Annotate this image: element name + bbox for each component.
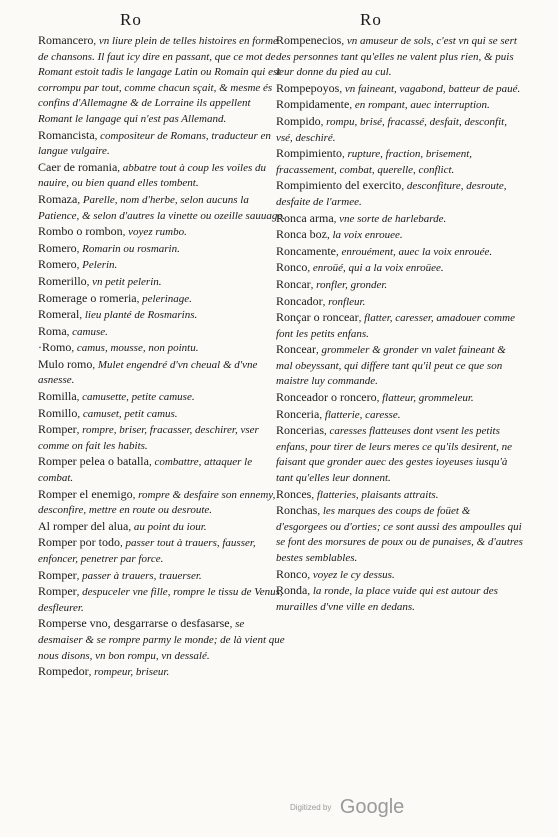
- watermark-small-text: Digitized by: [290, 803, 332, 812]
- dictionary-entry: [38, 241, 286, 257]
- dictionary-entry: [38, 291, 286, 307]
- entry-translation: , ronfleur.: [322, 295, 366, 308]
- entry-translation: , les marques des coups de foüet & d'esgorgees ou d'orties; ce sont aussi des ampoulles qui se font des morsures de poux ou de punaises, & d'autres bestes semblables.: [276, 505, 523, 564]
- right-column: [276, 33, 524, 615]
- digitized-by-google-watermark: [290, 796, 404, 819]
- entry-translation: , despuceler vne fille, rompre le tissu de Venus, desfleurer.: [38, 586, 283, 614]
- dictionary-entry: [38, 307, 286, 323]
- dictionary-entry: [276, 503, 524, 565]
- entry-translation: , passer tout à trauers, fausser, enfoncer, penetrer par force.: [38, 537, 256, 565]
- entry-headword: Al romper del alua: [38, 518, 129, 533]
- running-header-right: Ro: [360, 10, 382, 29]
- entry-translation: , ronfler, gronder.: [310, 278, 388, 291]
- watermark-logo-text: Google: [339, 796, 405, 818]
- dictionary-entry: [276, 211, 524, 227]
- entry-translation: , Romarin ou rosmarin.: [76, 242, 180, 255]
- entry-translation: , grommeler & gronder vn valet faineant & mal obeyssant, qui differe tant qu'il peut ce que son maistre luy commande.: [276, 344, 506, 388]
- entry-headword: Romillo: [38, 405, 78, 420]
- dictionary-entry: [276, 260, 524, 276]
- dictionary-entry: [276, 423, 524, 485]
- entry-translation: , vn liure plein de telles histoires en forme de chansons. Il faut icy dire en passant, que ce mot de Romant estoit tadis le langage Latin ou Romain qui est corrompu par tout, comme chacun sçait, & mesme és confins d'Allemagne & de Lorraine ils appellent Romant le langage qui n'est pas Allemand.: [38, 35, 281, 125]
- entry-headword: Romper por todo: [38, 535, 120, 550]
- entry-headword: Romilla: [38, 389, 77, 404]
- dictionary-entry: [38, 535, 286, 566]
- entry-headword: Romero: [38, 240, 77, 255]
- dictionary-entry: [276, 294, 524, 310]
- entry-headword: ·Romo: [38, 340, 72, 355]
- dictionary-entry: [38, 160, 286, 191]
- entry-headword: Romper: [38, 422, 77, 437]
- left-column: [38, 33, 286, 681]
- entry-translation: , la voix enrouee.: [326, 229, 403, 242]
- dictionary-entry: [276, 390, 524, 406]
- entry-headword: Ronda: [276, 583, 308, 598]
- entry-translation: , Parelle, nom d'herbe, selon aucuns la Patience, & selon d'autres la vinette ou ozeille sauuage.: [38, 193, 285, 222]
- entry-translation: , se desmaiser & se rompre parmy le monde; de là vient que nous disons, vn bon rompu, vn dessalé.: [38, 618, 285, 662]
- entry-headword: Ronco: [276, 566, 308, 581]
- dictionary-entry: [276, 487, 524, 503]
- entry-translation: , lieu planté de Rosmarins.: [79, 309, 198, 322]
- entry-headword: Ronceria: [276, 406, 320, 421]
- entry-headword: Romerillo: [38, 273, 87, 288]
- dictionary-entry: [276, 227, 524, 243]
- entry-headword: Romperse vno, desgarrarse o desfasarse: [38, 616, 230, 631]
- entry-translation: , flatterie, caresse.: [319, 408, 401, 421]
- entry-headword: Ronco: [276, 260, 308, 275]
- entry-translation: , compositeur de Romans, traducteur en langue vulgaire.: [38, 129, 271, 158]
- entry-headword: Romper: [38, 567, 77, 582]
- dictionary-entry: [38, 274, 286, 290]
- entry-headword: Rompimiento: [276, 146, 342, 161]
- entry-translation: , camus, mousse, non pointu.: [71, 342, 199, 355]
- entry-translation: , camusette, petite camuse.: [76, 391, 195, 404]
- entry-translation: , la ronde, la place vuide qui est autour des murailles d'vne ville en dedans.: [276, 585, 498, 613]
- entry-translation: , vn faineant, vagabond, batteur de paué.: [339, 82, 521, 95]
- dictionary-entry: [276, 178, 524, 209]
- dictionary-entry: [276, 114, 524, 145]
- entry-headword: Rompedor: [38, 664, 89, 679]
- dictionary-entry: [276, 81, 524, 97]
- dictionary-entry: [38, 224, 286, 240]
- dictionary-entry: [276, 407, 524, 423]
- entry-translation: , rompeur, briseur.: [88, 666, 170, 679]
- running-header-left: Ro: [120, 10, 142, 29]
- entry-translation: , rompre, briser, fracasser, deschirer, vser comme on fait les habits.: [38, 424, 259, 452]
- dictionary-entry: [38, 389, 286, 405]
- dictionary-entry: [38, 487, 286, 518]
- dictionary-entry: [38, 128, 286, 159]
- entry-translation: , passer à trauers, trauerser.: [76, 569, 202, 582]
- entry-headword: Rombo o rombon: [38, 224, 123, 239]
- entry-translation: , desconfiture, desroute, desfaite de l'armee.: [276, 180, 507, 208]
- entry-translation: , vn amuseur de sols, c'est vn qui se sert des personnes tant qu'elles ne valent plus rien, & puis leur donne du pied au cul.: [276, 35, 517, 79]
- entry-headword: Roncador: [276, 293, 323, 308]
- entry-translation: , flatter, caresser, amadouer comme font les petits enfans.: [276, 312, 515, 340]
- entry-translation: , Mulet engendré d'vn cheual & d'vne asnesse.: [38, 358, 258, 387]
- entry-headword: Rompimiento del exercito: [276, 178, 402, 193]
- entry-headword: Rompenecios: [276, 33, 342, 47]
- entry-headword: Roma: [38, 323, 67, 338]
- dictionary-entry: [276, 277, 524, 293]
- dictionary-entry: [38, 340, 286, 356]
- dictionary-entry: [276, 567, 524, 583]
- dictionary-entry: [38, 664, 286, 680]
- entry-translation: , voyez le cy dessus.: [307, 568, 395, 581]
- entry-headword: Roncar: [276, 276, 311, 291]
- entry-translation: , abbatre tout à coup les voiles du nauire, ou bien quand elles tombent.: [38, 161, 266, 190]
- entry-translation: , vn petit pelerin.: [86, 275, 162, 288]
- entry-headword: Ronçar o roncear: [276, 310, 359, 325]
- entry-translation: , flatteries, plaisants attraits.: [311, 488, 439, 501]
- entry-translation: , combattre, attaquer le combat.: [38, 456, 253, 485]
- entry-translation: , pelerinage.: [136, 292, 192, 305]
- dictionary-entry: [38, 192, 286, 223]
- entry-translation: , flatteur, grommeleur.: [376, 392, 474, 405]
- entry-headword: Romancista: [38, 127, 95, 142]
- entry-headword: Ronca arma: [276, 210, 334, 225]
- entry-headword: Romeral: [38, 307, 80, 322]
- entry-headword: Rompidamente: [276, 97, 350, 112]
- entry-headword: Caer de romania: [38, 159, 118, 174]
- entry-headword: Romper pelea o batalla: [38, 454, 149, 469]
- dictionary-entry: [276, 33, 524, 80]
- entry-translation: , camuset, petit camus.: [77, 407, 178, 420]
- dictionary-entry: [38, 454, 286, 485]
- entry-headword: Roncerias: [276, 423, 324, 438]
- entry-translation: , rompre & desfaire son ennemy, desconfire, mettre en route ou desroute.: [38, 488, 276, 517]
- entry-headword: Ronchas: [276, 503, 318, 518]
- dictionary-entry: [276, 244, 524, 260]
- entry-headword: Ronces: [276, 486, 312, 501]
- entry-headword: Ronca boz: [276, 227, 327, 242]
- dictionary-entry: [276, 97, 524, 113]
- entry-headword: Roncear: [276, 342, 316, 357]
- dictionary-entry: [276, 310, 524, 341]
- entry-translation: , en rompant, auec interruption.: [349, 99, 490, 112]
- entry-translation: , rupture, fraction, brisement, fracassement, combat, querelle, conflict.: [276, 148, 473, 176]
- entry-translation: , Pelerin.: [76, 259, 118, 272]
- dictionary-entry: [38, 519, 286, 535]
- entry-headword: Rompepoyos: [276, 80, 340, 95]
- entry-headword: Romper: [38, 584, 77, 599]
- dictionary-entry: [38, 33, 286, 127]
- entry-headword: Ronceador o roncero: [276, 390, 377, 405]
- entry-translation: , enroüé, qui a la voix enroüee.: [307, 262, 444, 275]
- entry-headword: Romero: [38, 257, 77, 272]
- entry-translation: , rompu, brisé, fracassé, desfait, desconfit, vsé, deschiré.: [276, 115, 507, 144]
- dictionary-entry: [38, 406, 286, 422]
- dictionary-entry: [38, 584, 286, 615]
- entry-translation: , caresses flatteuses dont vsent les petits enfans, pour tirer de leurs meres ce qu'ils desirent, ne faisant que gronder auec des gestes ioyeuses iusqu'à tant qu'elles leur donnent.: [276, 425, 513, 485]
- dictionary-entry: [276, 146, 524, 177]
- entry-headword: Romerage o romeria: [38, 290, 137, 305]
- entry-translation: , enrouément, auec la voix enrouée.: [335, 245, 493, 258]
- dictionary-entry: [38, 324, 286, 340]
- dictionary-entry: [276, 342, 524, 389]
- entry-headword: Rompido: [276, 113, 321, 128]
- entry-translation: , au point du iour.: [128, 520, 207, 533]
- dictionary-entry: [276, 583, 524, 614]
- entry-translation: , voyez rumbo.: [122, 226, 187, 239]
- entry-headword: Mulo romo: [38, 356, 93, 371]
- entry-headword: Romaza: [38, 191, 78, 206]
- dictionary-entry: [38, 568, 286, 584]
- dictionary-entry: [38, 422, 286, 453]
- dictionary-entry: [38, 357, 286, 388]
- entry-headword: Romper el enemigo: [38, 486, 133, 501]
- entry-headword: Roncamente: [276, 243, 336, 258]
- dictionary-entry: [38, 616, 286, 663]
- dictionary-entry: [38, 257, 286, 273]
- entry-translation: , camuse.: [66, 325, 108, 338]
- entry-translation: , vne sorte de harlebarde.: [333, 212, 447, 225]
- entry-headword: Romancero: [38, 33, 94, 47]
